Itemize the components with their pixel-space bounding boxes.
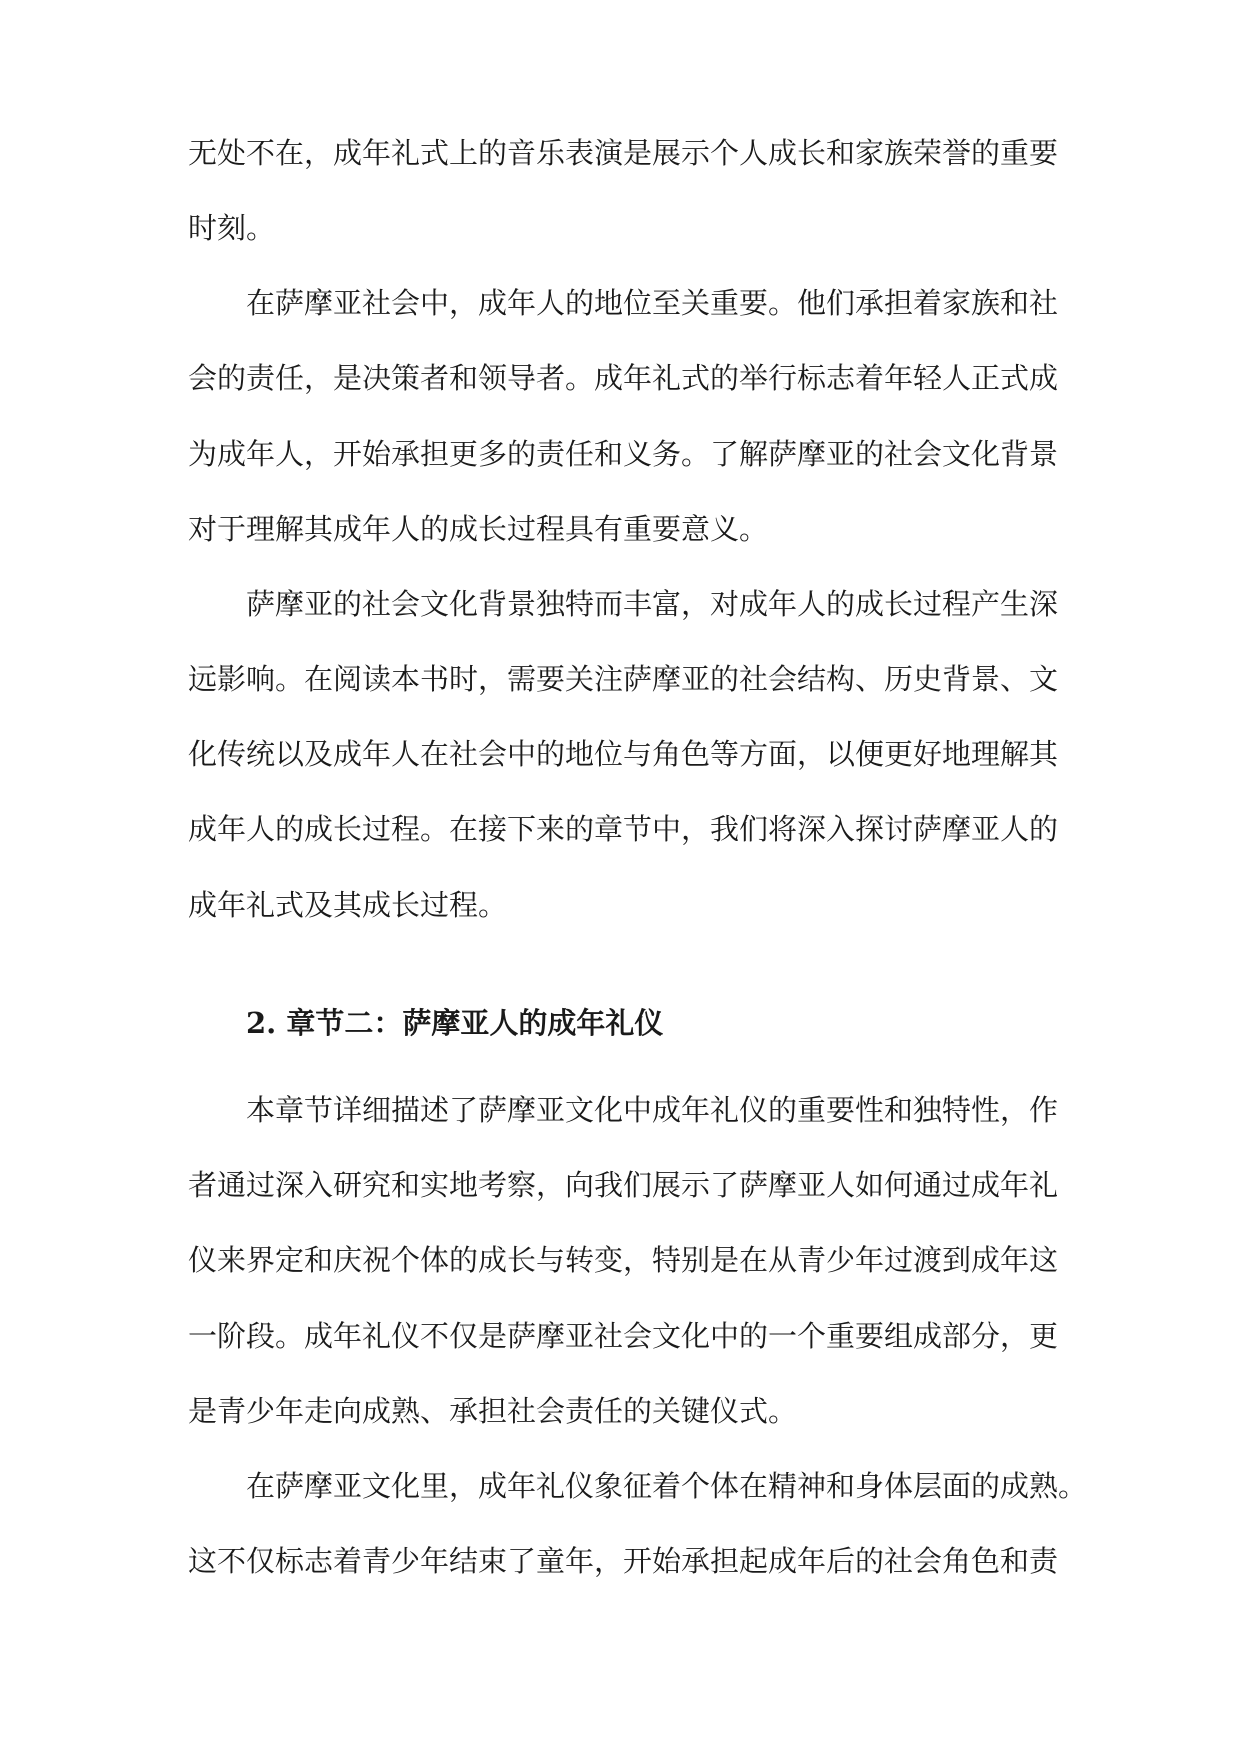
section-paragraph-1-line-4: 一阶段。成年礼仪不仅是萨摩亚社会文化中的一个重要组成部分，更 [188,1319,1059,1353]
paragraph-3-line-2: 远影响。在阅读本书时，需要关注萨摩亚的社会结构、历史背景、文 [188,662,1059,696]
paragraph-2-line-4: 对于理解其成年人的成长过程具有重要意义。 [188,512,769,546]
paragraph-2-line-1: 在萨摩亚社会中，成年人的地位至关重要。他们承担着家族和社 [246,286,1059,320]
paragraph-3-line-4: 成年人的成长过程。在接下来的章节中，我们将深入探讨萨摩亚人的 [188,812,1059,846]
section-heading: 2. 章节二：萨摩亚人的成年礼仪 [246,1006,664,1040]
paragraph-3-line-5: 成年礼式及其成长过程。 [188,888,508,922]
section-paragraph-2-line-1: 在萨摩亚文化里，成年礼仪象征着个体在精神和身体层面的成熟。 [246,1469,1088,1503]
paragraph-3-line-3: 化传统以及成年人在社会中的地位与角色等方面，以便更好地理解其 [188,737,1059,771]
paragraph-1-line-1: 无处不在，成年礼式上的音乐表演是展示个人成长和家族荣誉的重要 [188,136,1059,170]
section-paragraph-1-line-1: 本章节详细描述了萨摩亚文化中成年礼仪的重要性和独特性，作 [246,1093,1059,1127]
section-paragraph-1-line-2: 者通过深入研究和实地考察，向我们展示了萨摩亚人如何通过成年礼 [188,1168,1059,1202]
section-paragraph-2-line-2: 这不仅标志着青少年结束了童年，开始承担起成年后的社会角色和责 [188,1544,1059,1578]
section-paragraph-1-line-5: 是青少年走向成熟、承担社会责任的关键仪式。 [188,1394,798,1428]
paragraph-2-line-3: 为成年人，开始承担更多的责任和义务。了解萨摩亚的社会文化背景 [188,437,1059,471]
paragraph-3-line-1: 萨摩亚的社会文化背景独特而丰富，对成年人的成长过程产生深 [246,587,1059,621]
paragraph-1-line-2: 时刻。 [188,211,276,245]
section-paragraph-1-line-3: 仪来界定和庆祝个体的成长与转变，特别是在从青少年过渡到成年这 [188,1243,1059,1277]
paragraph-2-line-2: 会的责任，是决策者和领导者。成年礼式的举行标志着年轻人正式成 [188,361,1059,395]
